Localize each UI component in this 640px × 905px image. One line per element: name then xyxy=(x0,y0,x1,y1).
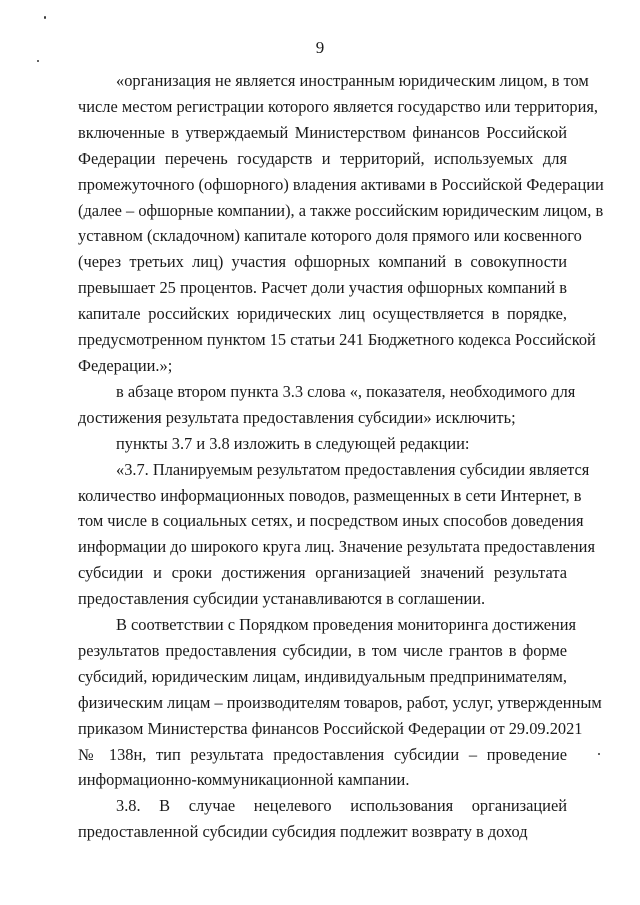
text-line: приказом Министерства финансов Российской Федерации от 29.09.2021 xyxy=(78,718,583,738)
text-line: физическим лицам – производителям товаров, работ, услуг, утвержденным xyxy=(78,692,602,712)
text-line: капитале российских юридических лиц осуществляется в порядке, xyxy=(78,304,567,324)
scan-speck xyxy=(44,16,46,19)
text-line: Федерации.»; xyxy=(78,355,173,375)
paragraph-p5 xyxy=(78,612,602,793)
scan-speck xyxy=(37,60,39,62)
page-number: 9 xyxy=(315,38,325,57)
paragraph-p3 xyxy=(78,431,567,457)
text-line: превышает 25 процентов. Расчет доли участия офшорных компаний в xyxy=(78,278,567,298)
text-line: предоставления субсидии устанавливаются в соглашении. xyxy=(78,589,486,609)
text-line: «3.7. Планируемым результатом предоставления субсидии является xyxy=(116,459,590,479)
text-line: В соответствии с Порядком проведения мониторинга достижения xyxy=(116,615,577,635)
text-line: 3.8. В случае нецелевого использования организацией xyxy=(116,796,567,816)
text-line: предоставленной субсидии субсидия подлежит возврату в доход xyxy=(78,822,528,842)
text-line: предусмотренном пунктом 15 статьи 241 Бюджетного кодекса Российской xyxy=(78,330,596,350)
text-line: том числе в социальных сетях, и посредством иных способов доведения xyxy=(78,511,584,531)
text-line: Федерации перечень государств и территорий, используемых для xyxy=(78,148,567,168)
text-line: № 138н, тип результата предоставления субсидии – проведение xyxy=(78,744,567,764)
text-line: достижения результата предоставления субсидии» исключить; xyxy=(78,407,516,427)
paragraph-p6 xyxy=(78,793,567,845)
text-line: субсидии и сроки достижения организацией значений результата xyxy=(78,563,567,583)
text-line: уставном (складочном) капитале которого доля прямого или косвенного xyxy=(78,226,582,246)
text-line: «организация не является иностранным юридическим лицом, в том xyxy=(116,71,589,90)
text-line: промежуточного (офшорного) владения активами в Российской Федерации xyxy=(78,174,604,194)
text-line: пункты 3.7 и 3.8 изложить в следующей редакции: xyxy=(116,433,470,453)
text-line: в абзаце втором пункта 3.3 слова «, показателя, необходимого для xyxy=(116,381,576,401)
text-line: (через третьих лиц) участия офшорных компаний в совокупности xyxy=(78,252,567,272)
scan-speck xyxy=(598,753,600,755)
paragraph-p2 xyxy=(78,379,576,431)
text-line: субсидий, юридическим лицам, индивидуальным предпринимателям, xyxy=(78,666,567,686)
text-line: результатов предоставления субсидии, в том числе грантов в форме xyxy=(78,640,567,660)
paragraph-p4 xyxy=(78,457,595,612)
text-line: (далее – офшорные компании), а также российским юридическим лицом, в xyxy=(78,200,604,220)
text-line: количество информационных поводов, размещенных в сети Интернет, в xyxy=(78,485,582,505)
document-body xyxy=(78,68,604,845)
text-line: числе местом регистрации которого является государство или территория, xyxy=(78,96,599,116)
paragraph-p1 xyxy=(78,68,604,379)
text-line: информационно-коммуникационной кампании. xyxy=(78,770,410,790)
text-line: включенные в утверждаемый Министерством финансов Российской xyxy=(78,122,567,142)
text-line: информации до широкого круга лиц. Значение результата предоставления xyxy=(78,537,595,557)
